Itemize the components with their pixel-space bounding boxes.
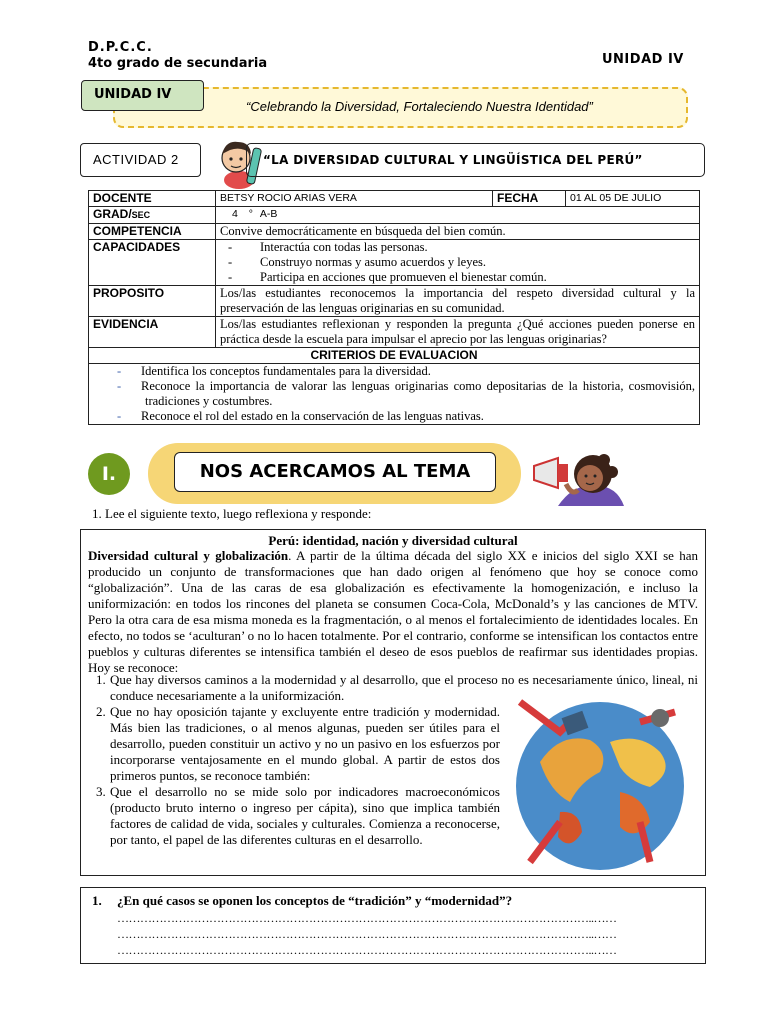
answer-line[interactable]: ……………………………………………………………………………………………………………..…… [117, 943, 617, 957]
reading-list-item: 1. Que hay diversos caminos a la modernidad y al desarrollo, que el proceso no es necesariamente único, lineal, ni conduce necesariamente a la uniformización. [96, 672, 698, 703]
activity-label: ACTIVIDAD 2 [80, 143, 201, 177]
reading-list [88, 672, 698, 848]
fecha-label: FECHA [493, 191, 566, 207]
answer-line[interactable]: ……………………………………………………………………………………………………………..…… [117, 911, 617, 925]
question-text: ¿En qué casos se oponen los conceptos de “tradición” y “modernidad”? [117, 893, 513, 908]
criterio-item: - Identifica los conceptos fundamentales para la diversidad. [117, 364, 431, 378]
proposito-value: Los/las estudiantes reconocemos la importancia del respeto diversidad cultural y la preservación de las lenguas originarias en su comunidad. [216, 286, 700, 317]
fecha-value: 01 AL 05 DE JULIO [566, 191, 700, 207]
docente-label: DOCENTE [89, 191, 216, 207]
grade-label: 4to grado de secundaria [88, 56, 268, 71]
unit-slogan: “Celebrando la Diversidad, Fortaleciendo Nuestra Identidad” [246, 99, 593, 114]
capacidades-label: CAPACIDADES [89, 240, 216, 286]
activity-info-table [88, 190, 700, 425]
evidencia-value: Los/las estudiantes reflexionan y responden la pregunta ¿Qué acciones pueden ponerse en práctica desde la escuela para impulsar el aprecio por las lenguas originarias? [216, 317, 700, 348]
unit-badge: UNIDAD IV [81, 80, 204, 111]
girl-megaphone-illustration [528, 446, 638, 506]
proposito-label: PROPOSITO [89, 286, 216, 317]
capacidades-list [216, 240, 700, 286]
grad-sec-label: GRAD/SEC [89, 207, 216, 224]
reading-list-item: 2. Que no hay oposición tajante y excluyente entre tradición y modernidad. Más bien las tradiciones, o al menos algunas, pueden ser útiles para el desarrollo, pueden constituir un activo y no un pasivo en los esfuerzos por incorporarse ventajosamente en el mundo global. A partir de estos dos primeros puntos, se reconoce también: [96, 704, 500, 783]
criterios-list [89, 364, 700, 425]
competencia-label: COMPETENCIA [89, 224, 216, 240]
capacidad-item: - Construyo normas y asumo acuerdos y leyes. [228, 255, 695, 270]
reading-list-item: 3. Que el desarrollo no se mide solo por indicadores macroeconómicos (producto bruto interno o ingreso per cápita), sino que implica también factores de calidad de vida, sociales y culturales. Comienza a reconocerse, por tanto, el papel de las diferentes culturas en el desarrollo. [96, 784, 500, 847]
criterio-item: - Reconoce el rol del estado en la conservación de las lenguas nativas. [117, 409, 484, 423]
criterios-heading: CRITERIOS DE EVALUACION [89, 348, 700, 364]
reading-title: Perú: identidad, nación y diversidad cultural [268, 533, 518, 548]
capacidad-item: - Interactúa con todas las personas. [228, 240, 695, 255]
section-title: NOS ACERCAMOS AL TEMA [174, 452, 496, 492]
grad-sec-value: 4 ° A-B [216, 207, 700, 224]
question-number: 1. [92, 893, 102, 908]
docente-value: BETSY ROCIO ARIAS VERA [216, 191, 493, 207]
unit-heading: UNIDAD IV [602, 52, 684, 67]
evidencia-label: EVIDENCIA [89, 317, 216, 348]
criterio-item: - Reconoce la importancia de valorar las lenguas originarias como depositarias de la historia, cosmovisión, tradiciones y costumbres. [117, 379, 695, 408]
reading-instruction: 1. Lee el siguiente texto, luego reflexiona y responde: [92, 506, 372, 521]
institution-abbrev: D.P.C.C. [88, 40, 153, 55]
section-number: I. [88, 453, 130, 495]
reading-paragraph: Diversidad cultural y globalización. A partir de la última década del siglo XX e inicios del siglo XXI se han producido un conjunto de transformaciones que han dado origen al fenómeno que hoy se conoce como “globalización”. Una de las caras de esa globalización es efectivamente la homogenización, e incluso la uniformización: en todos los rincones del planeta se consumen Coca-Cola, McDonald’s y las canciones de MTV. Pero la otra cara de esa misma moneda es la fragmentación, o al menos el fortalecimiento de identidades locales. En efecto, no todos se ‘aculturan’ o no lo hacen totalmente. Por el contrario, conforme se intensifican los contactos entre pueblos y culturas diferentes se intensifica también el deseo de esos pueblos de reafirmar sus identidades propias. Hoy se reconoce: [88, 548, 698, 675]
answer-line[interactable]: ……………………………………………………………………………………………………………..…… [117, 927, 617, 941]
capacidad-item: - Participa en acciones que promueven el bienestar común. [228, 270, 695, 285]
activity-title: “LA DIVERSIDAD CULTURAL Y LINGÜÍSTICA DEL PERÚ” [246, 143, 705, 177]
competencia-value: Convive democráticamente en búsqueda del bien común. [216, 224, 700, 240]
